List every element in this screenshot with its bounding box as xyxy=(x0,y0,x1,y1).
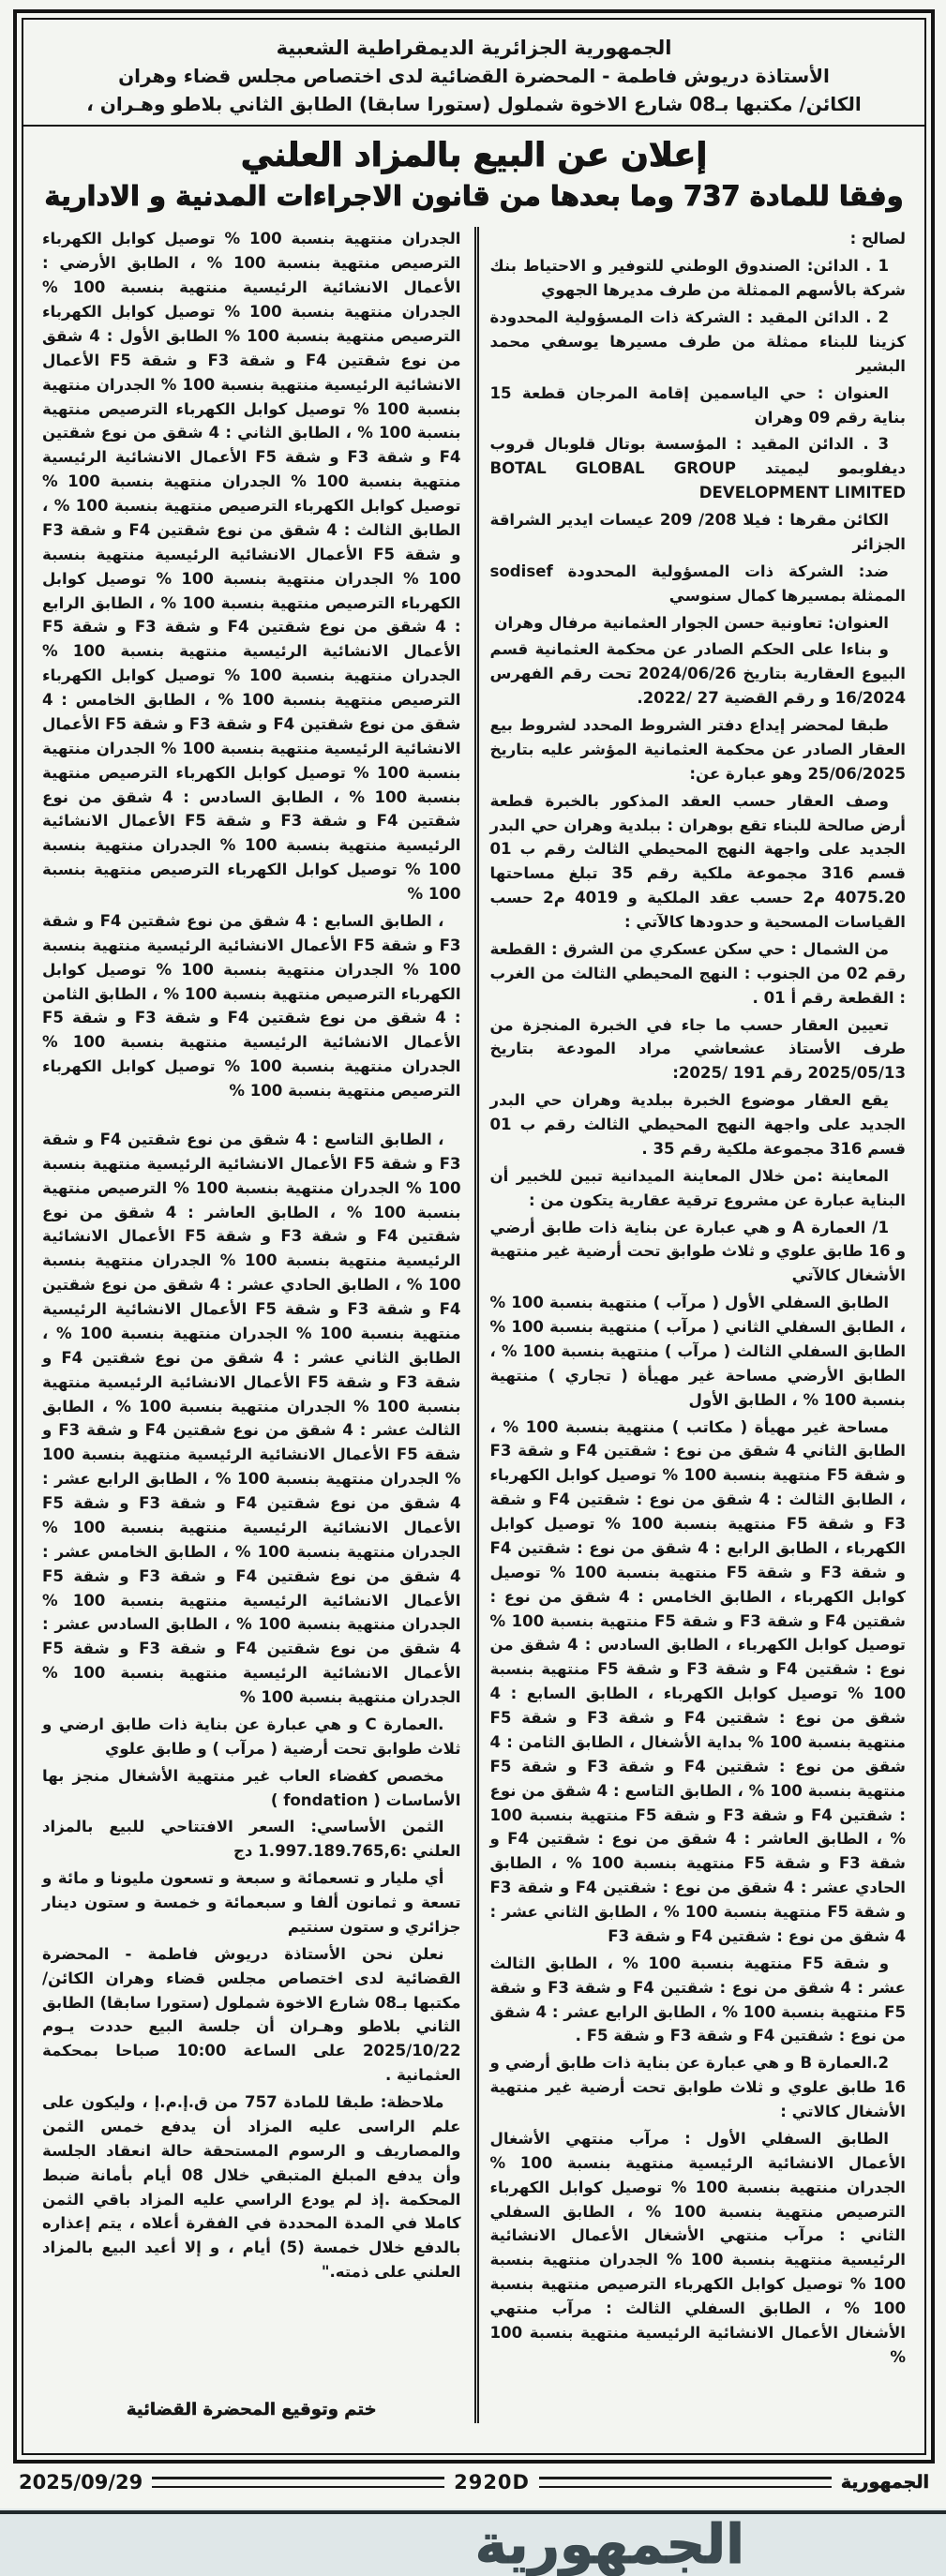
paragraph: مساحة غير مهيأة ( مكاتب ) منتهية بنسبة 100 % ، الطابق الثاني 4 شقق من نوع : شقتين F4 و شقة F3 و شقة F5 منتهية بنسبة 100 % توصيل كوابل الكهرباء ، الطابق الثالث : 4 شقق من نوع : شقتين F4 و شقة F3 و شقة F5 منتهية بنسبة 100 % توصيل كوابل الكهرباء ، الطابق الرابع : 4 شقق من نوع : شقتين F4 و شقة F3 و شقة F5 منتهية بنسبة 100 % توصيل كوابل الكهرباء ، الطابق الخامس : 4 شقق من نوع : شقتين F4 و شقة F3 و شقة F5 منتهية بنسبة 100 % توصيل كوابل الكهرباء ، الطابق السادس : 4 شقق من نوع : شقتين F4 و شقة F3 و شقة F5 منتهية بنسبة 100 % توصيل كوابل الكهرباء ، الطابق السابع : 4 شقق من نوع : شقتين F4 و شقة F3 و شقة F5 منتهية بنسبة 100 % بداية الأشغال ، الطابق الثامن : 4 شقق من نوع : شقتين F4 و شقة F3 و شقة F5 منتهية بنسبة 100 % ، الطابق التاسع : 4 شقق من نوع : شقتين F4 و شقة F3 و شقة F5 منتهية بنسبة 100 % ، الطابق العاشر : 4 شقق من نوع : شقتين F4 و شقة F3 و شقة F5 منتهية بنسبة 100 % ، الطابق الحادي عشر : 4 شقق من نوع : شقتين F4 و شقة F3 و شقة F5 منتهية بنسبة 100 % ، الطابق الثاني عشر : 4 شقق من نوع : شقتين F4 و شقة F3 xyxy=(489,1417,907,1945)
header-office-address-line: الكائن/ مكتبها بـ08 شارع الاخوة شملول (ستورا سابقا) الطابق الثاني بلاطو وهـران ، xyxy=(86,93,862,115)
paragraph: من الشمال : حي سكن عسكري من الشرق : القطعة رقم 02 من الجنوب : النهج المحيطي الثالث من الغرب : القطعة رقم أ 01 . xyxy=(489,939,906,1007)
newspaper-footer-bar xyxy=(19,2471,929,2494)
notice-body-columns xyxy=(42,227,906,2423)
next-page-strip xyxy=(0,2512,946,2576)
note-paragraph: ملاحظة: طبقا للمادة 757 من ق.إ.م.إ ، وليكون على علم الراسى عليه المزاد أن يدفع خمس الثمن والمصاريف و الرسوم المستحقة حالة انعقاد الجلسة وأن يدفع المبلغ المتبقي خلال 08 أيام بأمانة ضبط المحكمة .إذ لم يودع الراسي عليه المزاد باقي الثمن كاملا في المدة المحددة في الفقرة أعلاه ، يتم إعذاره بالدفع خلال خمسة (5) أيام ، و إلا أعيد البيع بالمزاد العلني على ذمته." xyxy=(42,2093,461,2282)
notice-title-line1: إعلان عن البيع بالمزاد العلني xyxy=(240,137,708,174)
header-divider-rule xyxy=(23,125,924,127)
paragraph: 2.العمارة B و هي عبارة عن بناية ذات طابق أرضي و 16 طابق علوي و ثلاث طوابق تحت أرضية غير منتهية الأشغال كالاتي : xyxy=(489,2054,906,2121)
stamp-signature-line: ختم وتوقيع المحضرة القضائية xyxy=(126,2400,377,2420)
header-republic-line: الجمهورية الجزائرية الديمقراطية الشعبية xyxy=(276,37,672,59)
paragraph: وصف العقار حسب العقد المذكور بالخبرة قطعة أرض صالحة للبناء تقع بوهران : ببلدية وهران حي البدر الجديد على واجهة النهج المحيطي الثالث رقم ب 01 قسم 316 مجموعة ملكية رقم 35 تبلغ مساحتها 4075.20 م2 حسب عقد الملكية و 4019 م2 حسب القياسات المسحية و حدودها كالآتي : xyxy=(489,791,907,932)
paragraph: طبقا لمحضر إيداع دفتر الشروط المحدد لشروط بيع العقار الصادر عن محكمة العثمانية المؤشر عليه بتاريخ 25/06/2025 وهو عبارة عن: xyxy=(489,716,906,783)
paragraph: لصالح : xyxy=(849,230,906,248)
paragraph: الكائن مقرها : فيلا 208/ 209 عيسات ايدير الشراقة الجزائر xyxy=(489,511,906,553)
paragraph: الجدران منتهية بنسبة 100 % توصيل كوابل الكهرباء الترصيص منتهية بنسبة 100 % ، الطابق الأرضي : الأعمال الانشائية الرئيسية منتهية بنسبة 100 % الجدران منتهية بنسبة 100 % توصيل كوابل الكهرباء الترصيص منتهية بنسبة 100 % الطابق الأول : 4 شقق من نوع شقتين F4 و شقة F3 و شقة F5 الأعمال الانشائية الرئيسية منتهية بنسبة 100 % الجدران منتهية بنسبة 100 % توصيل كوابل الكهرباء الترصيص منتهية بنسبة 100 % ، الطابق الثاني : 4 شقق من نوع شقتين F4 و شقة F3 و شقة F5 الأعمال الانشائية الرئيسية منتهية بنسبة 100 % الجدران منتهية بنسبة 100 % توصيل كوابل الكهرباء الترصيص منتهية بنسبة 100 % ، الطابق الثالث : 4 شقق من نوع شقتين F4 و شقة F3 و شقة F5 الأعمال الانشائية الرئيسية منتهية بنسبة 100 % الجدران منتهية بنسبة 100 % توصيل كوابل الكهرباء الترصيص منتهية بنسبة 100 % ، الطابق الرابع : 4 شقق من نوع شقتين F4 و شقة F3 و شقة F5 الأعمال الانشائية الرئيسية منتهية بنسبة 100 % الجدران منتهية بنسبة 100 % توصيل كوابل الكهرباء الترصيص منتهية بنسبة 100 % ، الطابق الخامس : 4 شقق من نوع شقتين F4 و شقة F3 و شقة F5 الأعمال الانشائية الرئيسية منتهية بنسبة 100 % الجدران منتهية بنسبة 100 % توصيل كوابل الكهرباء الترصيص منتهية بنسبة 100 % ، الطابق السادس : 4 شقق من نوع شقتين F4 و شقة F3 و شقة F5 الأعمال الانشائية الرئيسية منتهية بنسبة 100 % الجدران منتهية بنسبة 100 % توصيل كوابل الكهرباء الترصيص منتهية بنسبة 100 % xyxy=(42,230,461,904)
paragraph: الطابق السفلي الأول ( مرآب ) منتهية بنسبة 100 % ، الطابق السفلي الثاني ( مرآب ) منتهية بنسبة 100 % الطابق السفلي الثالث ( مرآب ) منتهية بنسبة 100 % ، الطابق الأرضي مساحة غير مهيأة ( تجاري ) منتهية بنسبة 100 % ، الطابق الأول xyxy=(489,1294,907,1409)
paragraph: .العمارة C و هي عبارة عن بناية ذات طابق ارضي و ثلاث طوابق تحت أرضية ( مرآب ) و طابق علوي xyxy=(42,1715,461,1758)
footer-rule-right xyxy=(539,2477,832,2488)
newspaper-name-label: الجمهورية xyxy=(840,2472,929,2493)
column-right xyxy=(474,227,907,2423)
column-left xyxy=(42,227,474,2423)
paragraph: 3 . الدائن المقيد : المؤسسة بوتال قلوبال قروب ديفلوبمو ليميتد BOTAL GLOBAL GROUP DEVELOPMENT LIMITED xyxy=(489,435,906,502)
paragraph: المعاينة :من خلال المعاينة الميدانية تبين للخبير أن البناية عبارة عن مشروع ترقية عقارية يتكون من : xyxy=(489,1166,906,1209)
notice-outer-border xyxy=(13,9,935,2464)
ad-reference-code: 2920D xyxy=(454,2471,530,2494)
paragraph: ، الطابق التاسع : 4 شقق من نوع شقتين F4 و شقة F3 و شقة F5 الأعمال الانشائية الرئيسية منتهية بنسبة 100 % الجدران منتهية بنسبة 100 % الترصيص منتهية بنسبة 100 % ، الطابق العاشر : 4 شقق من نوع شقتين F4 و شقة F3 و شقة F5 الأعمال الانشائية الرئيسية منتهية بنسبة 100 % الجدران منتهية بنسبة 100 % ، الطابق الحادي عشر : 4 شقق من نوع شقتين F4 و شقة F3 و شقة F5 الأعمال الانشائية الرئيسية منتهية بنسبة 100 % الجدران منتهية بنسبة 100 % ، الطابق الثاني عشر : 4 شقق من نوع شقتين F4 و شقة F3 و شقة F5 الأعمال الانشائية الرئيسية منتهية بنسبة 100 % الجدران منتهية بنسبة 100 % ، الطابق الثالث عشر : 4 شقق من نوع شقتين F4 و شقة F3 و شقة F5 الأعمال الانشائية الرئيسية منتهية بنسبة 100 % الجدران منتهية بنسبة 100 % ، الطابق الرابع عشر : 4 شقق من نوع شقتين F4 و شقة F3 و شقة F5 الأعمال الانشائية الرئيسية منتهية بنسبة 100 % الجدران منتهية بنسبة 100 % ، الطابق الخامس عشر : 4 شقق من نوع شقتين F4 و شقة F3 و شقة F5 الأعمال الانشائية الرئيسية منتهية بنسبة 100 % الجدران منتهية بنسبة 100 % ، الطابق السادس عشر : 4 شقق من نوع شقتين F4 و شقة F3 و شقة F5 الأعمال الانشائية الرئيسية منتهية بنسبة 100 % الجدران منتهية بنسبة 100 % xyxy=(42,1130,461,1707)
paragraph: مخصص كفضاء العاب غير منتهية الأشغال منجز بها الأساسات ( fondation ) xyxy=(42,1766,461,1809)
paragraph: تعيين العقار حسب ما جاء في الخبرة المنجزة من طرف الأستاذ عشعاشي مراد المودعة بتاريخ 2025/05/13 رقم 191 /2025: xyxy=(489,1015,906,1083)
footer-rule-left xyxy=(152,2477,444,2488)
newspaper-masthead-partial: الجمهورية xyxy=(474,2512,744,2576)
paragraph: العنوان : حي الياسمين إقامة المرجان قطعة 15 بناية رقم 09 وهران xyxy=(489,383,906,427)
paragraph: و بناءا على الحكم الصادر عن محكمة العثمانية قسم البيوع العقارية بتاريخ 2024/06/26 تحت رقم الفهرس 16/2024 و رقم القضية 27 /2022. xyxy=(489,640,906,708)
paragraph: و شقة F5 منتهية بنسبة 100 % ، الطابق الثالث عشر : 4 شقق من نوع : شقتين F4 و شقة F3 و شقة F5 منتهية بنسبة 100 % ، الطابق الرابع عشر : 4 شقق من نوع : شقتين F4 و شقة F3 و شقة F5 . xyxy=(489,1954,907,2045)
paragraph: 1 . الدائن: الصندوق الوطني للتوفير و الاحتياط بنك شركة بالأسهم الممثلة من طرف مديرها الجهوي xyxy=(489,257,906,300)
opening-price-paragraph: الثمن الأساسي: السعر الافتتاحي للبيع بالمزاد العلني :1.997.189.765,6 دج xyxy=(42,1818,461,1861)
paragraph: 1/ العمارة A و هي عبارة عن بناية ذات طابق أرضي و 16 طابق علوي و ثلاث طوابق تحت أرضية غير منتهية الأشغال كالآتي xyxy=(489,1218,907,1285)
paragraph: أي مليار و تسعمائة و سبعة و تسعون مليونا و مائة و تسعة و ثمانون ألفا و سبعمائة و خمسة و ستون دينار جزائري و ستون سنتيم xyxy=(42,1869,461,1936)
paragraph: يقع العقار موضوع الخبرة ببلدية وهران حي البدر الجديد على واجهة النهج المحيطي الثالث رقم ب 01 قسم 316 مجموعة ملكية رقم 35 . xyxy=(489,1091,906,1158)
paragraph: ضد: الشركة ذات المسؤولية المحدودة sodisef الممثلة بمسيرها كمال سنوسي xyxy=(489,562,906,605)
header-bailiff-line: الأستاذة دريوش فاطمة - المحضرة القضائية لدى اختصاص مجلس قضاء وهران xyxy=(118,65,830,87)
auction-session-paragraph: نعلن نحن الأستاذة دريوش فاطمة - المحضرة القضائية لدى اختصاص مجلس قضاء وهران الكائن/ مكتبها بـ08 شارع الاخوة شملول (ستورا سابقا) الطابق الثاني بلاطو وهـران أن جلسة البيع حددت يـوم 2025/10/22 على الساعة 10:00 صباحا بمحكمة العثمانية . xyxy=(42,1944,461,2085)
notice-title-line2: وفقا للمادة 737 وما بعدها من قانون الاجراءات المدنية و الادارية xyxy=(44,179,904,212)
paragraph: العنوان: تعاونية حسن الجوار العثمانية مرفال وهران xyxy=(494,613,889,632)
paragraph: ، الطابق السابع : 4 شقق من نوع شقتين F4 و شقة F3 و شقة F5 الأعمال الانشائية الرئيسية منتهية بنسبة 100 % الجدران منتهية بنسبة 100 % توصيل كوابل الكهرباء الترصيص منتهية بنسبة 100 % ، الطابق الثامن : 4 شقق من نوع شقتين F4 و شقة F3 و شقة F5 الأعمال الانشائية الرئيسية منتهية بنسبة 100 % الجدران منتهية بنسبة 100 % توصيل كوابل الكهرباء الترصيص منتهية بنسبة 100 % xyxy=(42,911,461,1101)
publication-date: 2025/09/29 xyxy=(18,2471,143,2494)
paragraph: الطابق السفلي الأول : مرآب منتهي الأشغال الأعمال الانشائية الرئيسية منتهية بنسبة 100 % الجدران منتهية بنسبة 100 % توصيل كوابل الكهرباء الترصيص منتهية بنسبة 100 % ، الطابق السفلي الثاني : مرآب منتهي الأشغال الأعمال الانشائية الرئيسية منتهية بنسبة 100 % الجدران منتهية بنسبة 100 % توصيل كوابل الكهرباء الترصيص منتهية بنسبة 100 % ، الطابق السفلي الثالث : مرآب منتهي الأشغال الأعمال الانشائية الرئيسية منتهية بنسبة 100 % xyxy=(489,2129,906,2366)
notice-inner-border xyxy=(22,18,926,2455)
paragraph: 2 . الدائن المقيد : الشركة ذات المسؤولية المحدودة كزينا للبناء ممثلة من طرف مسيرها يوسفي محمد البشير xyxy=(489,308,906,375)
